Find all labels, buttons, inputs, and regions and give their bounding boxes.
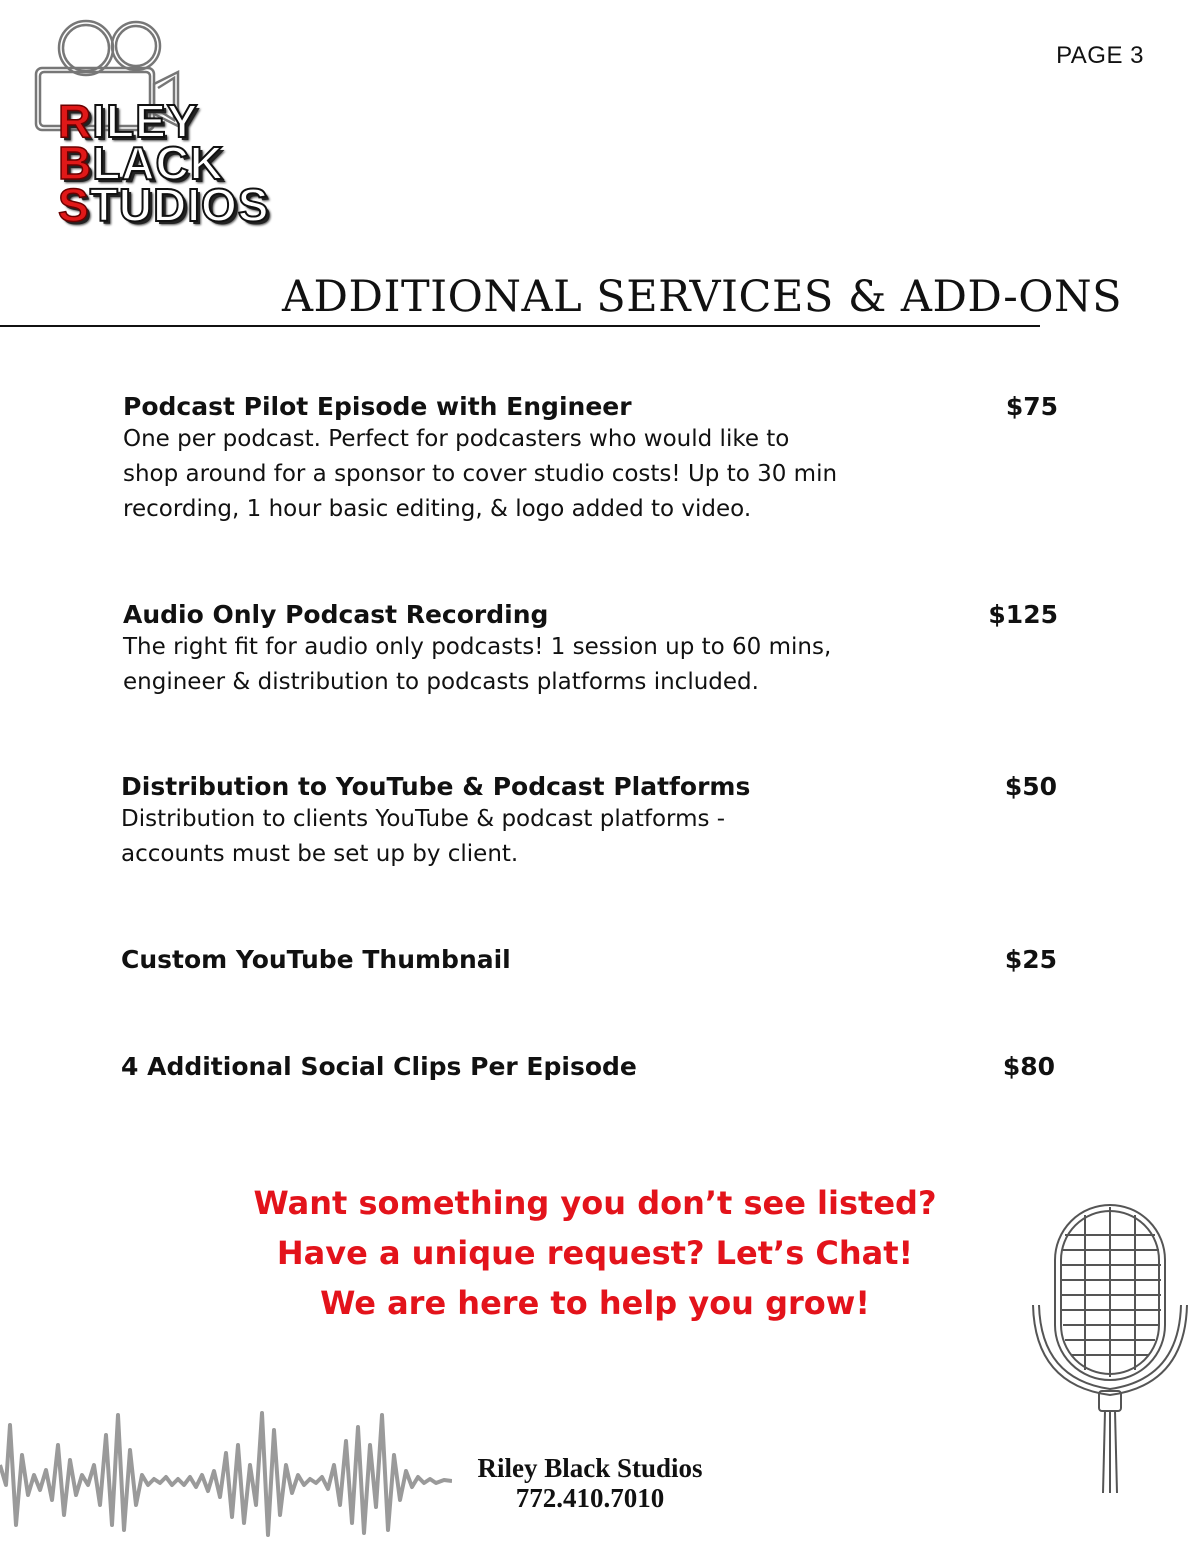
service-name: Custom YouTube Thumbnail bbox=[121, 945, 511, 974]
service-price: $50 bbox=[1004, 772, 1057, 801]
footer-studio-name: Riley Black Studios bbox=[477, 1453, 703, 1483]
audio-waveform-icon bbox=[0, 1405, 452, 1545]
page-number: PAGE 3 bbox=[1056, 42, 1144, 69]
footer-phone: 772.410.7010 bbox=[515, 1483, 665, 1513]
cta-line: Want something you don’t see listed? bbox=[253, 1184, 937, 1222]
cta-line: We are here to help you grow! bbox=[320, 1284, 870, 1322]
service-price: $80 bbox=[1002, 1052, 1055, 1081]
call-to-action bbox=[200, 1178, 990, 1328]
service-name: Audio Only Podcast Recording bbox=[123, 600, 549, 629]
service-price: $75 bbox=[1005, 392, 1058, 421]
service-name: Distribution to YouTube & Podcast Platforms bbox=[121, 772, 751, 801]
service-price: $125 bbox=[988, 600, 1058, 629]
service-price: $25 bbox=[1004, 945, 1057, 974]
logo-line-black: BLACK bbox=[58, 137, 224, 189]
cta-line: Have a unique request? Let’s Chat! bbox=[276, 1234, 914, 1272]
footer-contact bbox=[430, 1453, 750, 1513]
logo-line-studios: STUDIOS bbox=[58, 179, 270, 231]
service-description: Distribution to clients YouTube & podcast platforms - accounts must be set up by client. bbox=[121, 806, 726, 867]
service-description: The right fit for audio only podcasts! 1 session up to 60 mins, engineer & distribution to podcasts platforms included. bbox=[123, 634, 832, 695]
service-name: 4 Additional Social Clips Per Episode bbox=[121, 1052, 637, 1081]
service-name: Podcast Pilot Episode with Engineer bbox=[123, 392, 632, 421]
logo-line-riley: RILEY bbox=[58, 95, 199, 147]
service-description: One per podcast. Perfect for podcasters who would like to shop around for a sponsor to cover studio costs! Up to 30 min recording, 1 hour basic editing, & logo added to video. bbox=[123, 426, 838, 522]
vintage-microphone-icon bbox=[1025, 1195, 1195, 1495]
title-divider bbox=[0, 325, 1040, 327]
page-title: ADDITIONAL SERVICES & ADD-ONS bbox=[282, 272, 1123, 322]
